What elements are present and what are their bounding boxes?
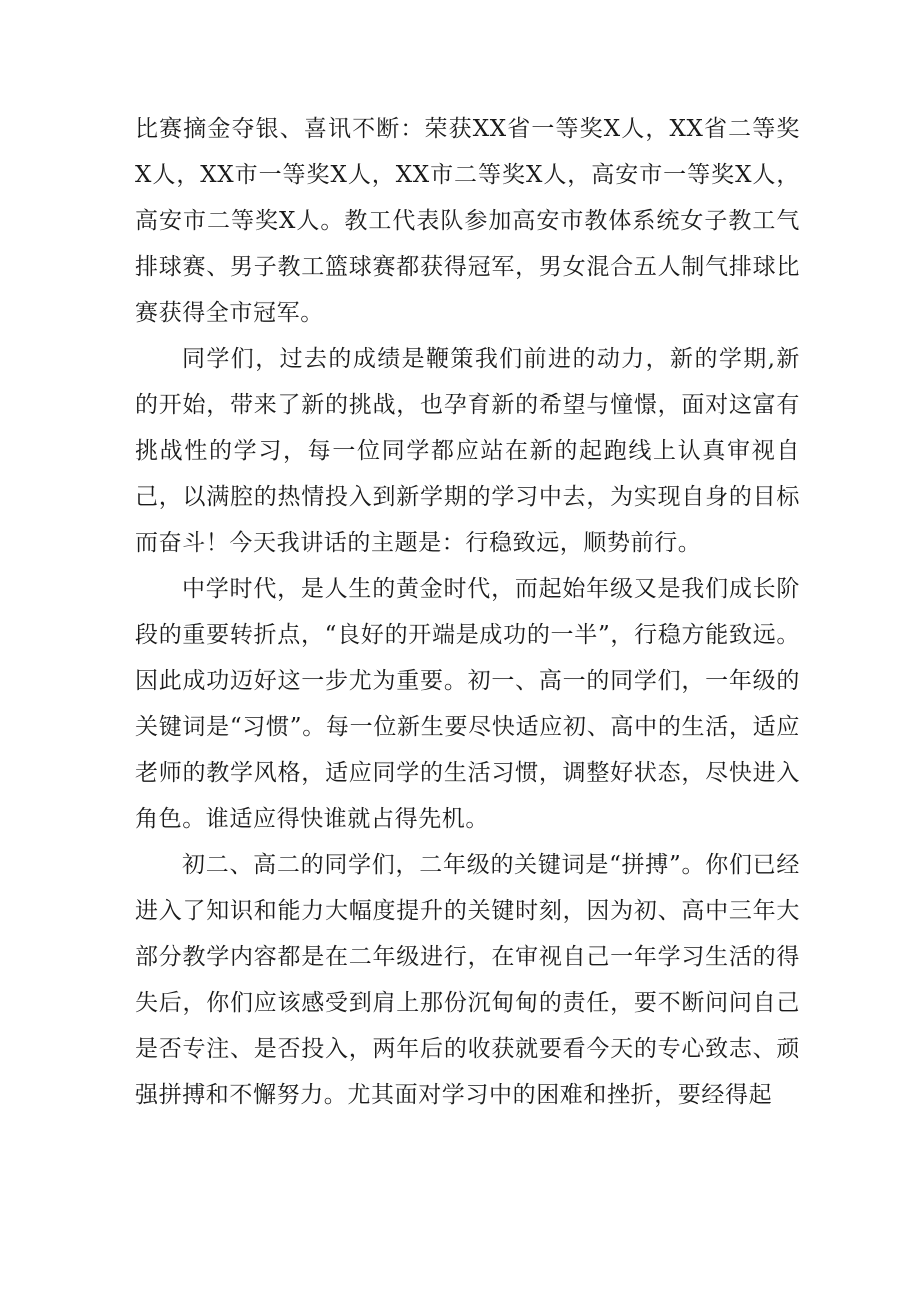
paragraph-2: 同学们，过去的成绩是鞭策我们前进的动力，新的学期,新的开始，带来了新的挑战，也孕育新的希望与憧憬，面对这富有挑战性的学习，每一位同学都应站在新的起跑线上认真审视自己，以满腔的热情投入到新学期的学习中去，为实现自身的目标而奋斗！今天我讲话的主题是：行稳致远，顺势前行。 bbox=[135, 346, 800, 556]
paragraph-4: 初二、高二的同学们，二年级的关键词是“拼搏”。你们已经进入了知识和能力大幅度提升的关键时刻，因为初、高中三年大部分教学内容都是在二年级进行，在审视自己一年学习生活的得失后，你们应该感受到肩上那份沉甸甸的责任，要不断问问自己是否专注、是否投入，两年后的收获就要看今天的专心致志、顽强拼搏和不懈努力。尤其面对学习中的困难和挫折，要经得起 bbox=[135, 852, 800, 1108]
paragraph-1: 比赛摘金夺银、喜讯不断：荣获XX省一等奖X人，XX省二等奖X人，XX市一等奖X人，XX市二等奖X人，高安市一等奖X人，高安市二等奖X人。教工代表队参加高安市教体系统女子教工气排球赛、男子教工篮球赛都获得冠军，男女混合五人制气排球比赛获得全市冠军。 bbox=[135, 116, 800, 326]
paragraph-3: 中学时代，是人生的黄金时代，而起始年级又是我们成长阶段的重要转折点，“良好的开端是成功的一半”，行稳方能致远。因此成功迈好这一步尤为重要。初一、高一的同学们，一年级的关键词是“习惯”。每一位新生要尽快适应初、高中的生活，适应老师的教学风格，适应同学的生活习惯，调整好状态，尽快进入角色。谁适应得快谁就占得先机。 bbox=[135, 576, 800, 832]
document-body bbox=[135, 106, 800, 1118]
